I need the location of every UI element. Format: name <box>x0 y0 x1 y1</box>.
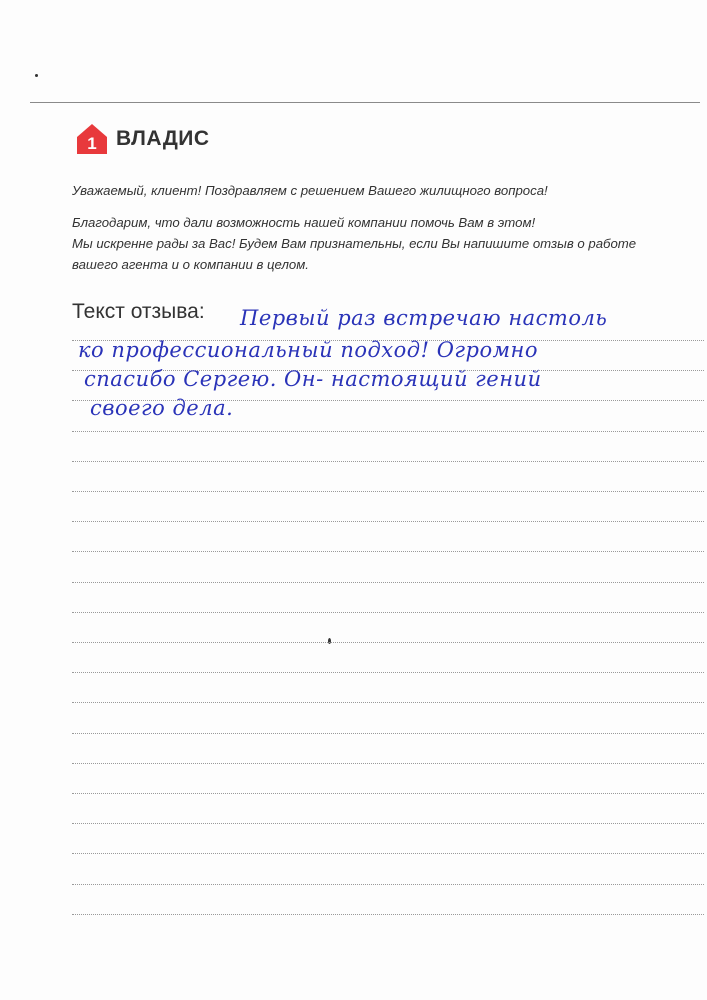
ruled-line <box>72 491 704 492</box>
intro-line: Благодарим, что дали возможность нашей компании помочь Вам в этом! <box>72 215 536 230</box>
company-name: ВЛАДИС <box>116 127 210 150</box>
ruled-line <box>72 763 704 764</box>
ruled-line <box>72 582 704 583</box>
ruled-line <box>72 551 704 552</box>
house-logo-icon <box>75 122 109 156</box>
ruled-line <box>72 642 704 643</box>
handwritten-line: ко профессиональный подход! Огромно <box>78 338 539 362</box>
ruled-line <box>72 853 704 854</box>
company-logo <box>75 121 210 157</box>
scan-speck <box>328 638 331 644</box>
intro-line: Мы искренне рады за Вас! Будем Вам признательны, если Вы напишите отзыв о работе <box>72 236 637 251</box>
intro-paragraph <box>72 212 702 275</box>
handwritten-line: Первый раз встречаю настоль <box>240 306 608 330</box>
ruled-line <box>72 612 704 613</box>
ruled-line <box>72 461 704 462</box>
ruled-line <box>72 823 704 824</box>
intro-line: вашего агента и о компании в целом. <box>72 257 309 272</box>
ruled-line <box>72 431 704 432</box>
top-rule <box>30 102 700 103</box>
ruled-line <box>72 733 704 734</box>
scan-speck <box>35 74 38 77</box>
handwritten-line: своего дела. <box>90 396 234 420</box>
ruled-line <box>72 521 704 522</box>
ruled-line <box>72 884 704 885</box>
ruled-line <box>72 793 704 794</box>
handwritten-line: спасибо Сергею. Он- настоящий гений <box>84 367 542 391</box>
review-title: Текст отзыва: <box>72 300 205 323</box>
ruled-line <box>72 914 704 915</box>
logo-digit: 1 <box>87 134 97 153</box>
ruled-line <box>72 672 704 673</box>
ruled-line <box>72 702 704 703</box>
greeting-text: Уважаемый, клиент! Поздравляем с решением Вашего жилищного вопроса! <box>72 183 548 198</box>
